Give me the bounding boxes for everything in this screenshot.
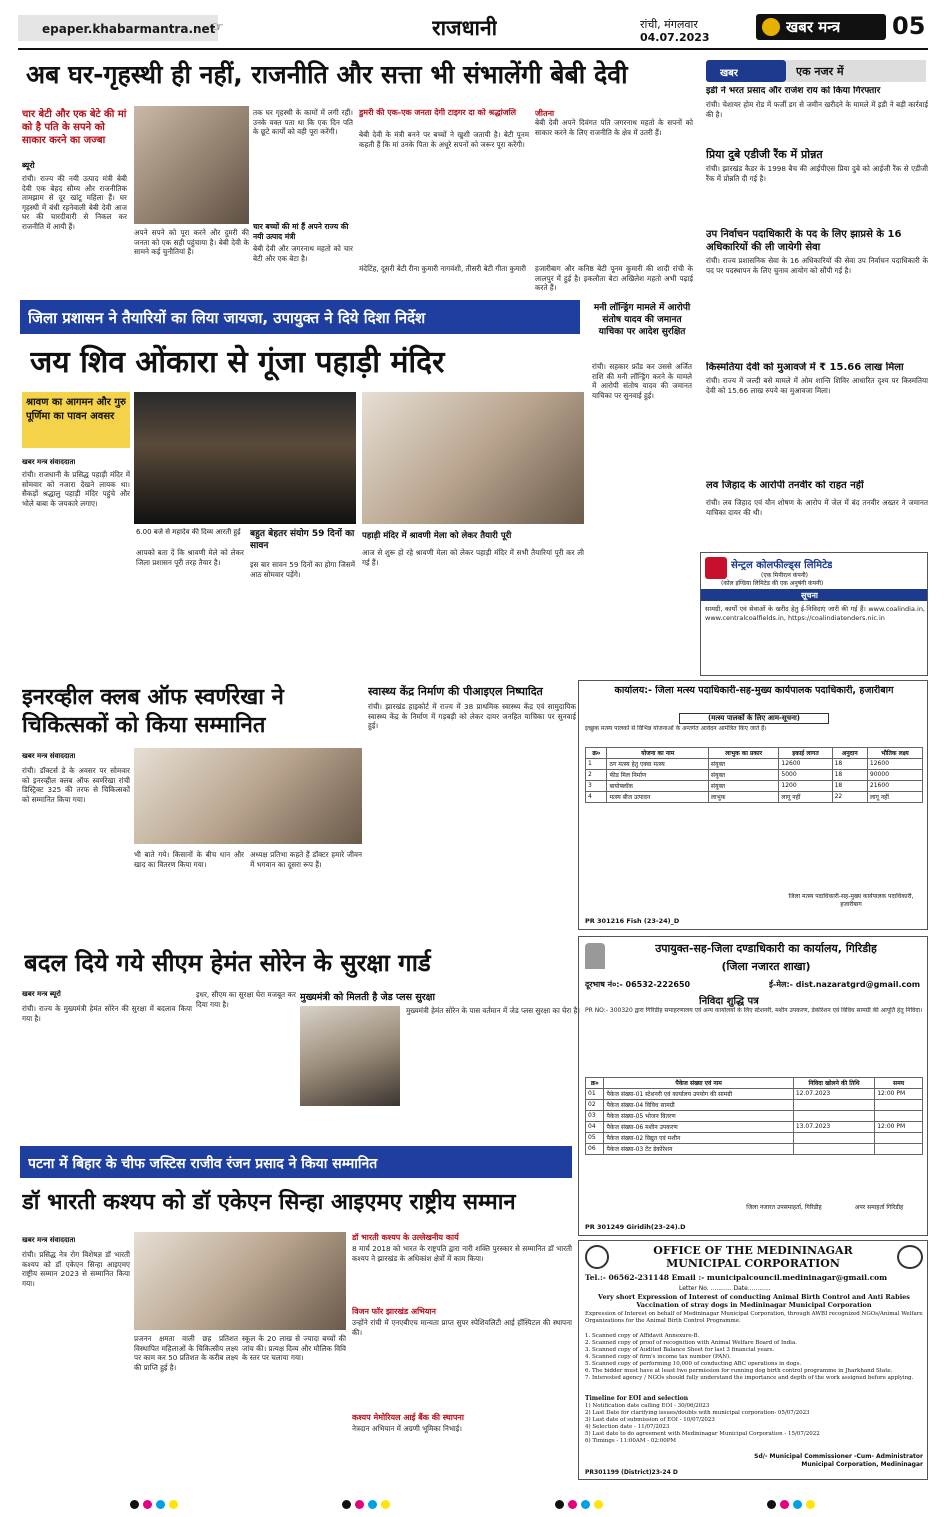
byline-a2: खबर मन्त्र संवाददाता bbox=[22, 458, 76, 466]
fish-table-cell: 90000 bbox=[867, 770, 922, 781]
box-shravan-text: श्रावण का आगमन और गुरु पूर्णिमा का पावन अवसर bbox=[26, 397, 126, 422]
medi-sign2: Municipal Corporation, Medininagar bbox=[801, 1461, 923, 1468]
text-a1-c5: बेबी देवी अपने दिवंगत पति जगरनाथ महतो के सपनों को साकार करने के लिए राजनीति के क्षेत्र में उतरी हैं। bbox=[535, 118, 693, 137]
fish-table-header: इकाई लागत bbox=[779, 748, 832, 759]
fish-table-cell: 21600 bbox=[867, 781, 922, 792]
text-a6-c2: 8 मार्च 2018 को भारत के राष्ट्रपति द्वारा नारी शक्ति पुरस्कार से सम्मानित डॉ भारती कश्यप ने झारखंड के अधिकांश क्षेत्रों में काम किया। bbox=[352, 1244, 572, 1263]
medi-title2: MUNICIPAL CORPORATION bbox=[666, 1257, 840, 1270]
giridih-table-cell: 13.07.2023 bbox=[793, 1122, 874, 1133]
photo-award bbox=[134, 1232, 346, 1330]
giridih-table-cell bbox=[793, 1111, 874, 1122]
brief-text-2: रांची। झारखंड कैडर के 1998 बैच की आईपीएस प्रिया दुबे को आईजी रैंक से एडीजी रैंक में प्रोन्नति दी गई है। bbox=[706, 164, 928, 183]
masthead bbox=[0, 0, 945, 50]
giridih-table-row bbox=[586, 1111, 923, 1122]
fish-table-cell: 3 bbox=[586, 781, 607, 792]
medi-dates bbox=[585, 1403, 923, 1445]
color-registration-strip bbox=[0, 1494, 945, 1514]
giridih-table-cell: पैकेज संख्या-02 विद्युत एवं मशीन bbox=[604, 1133, 793, 1144]
byline-a3: खबर मन्त्र संवाददाता bbox=[22, 752, 76, 760]
fish-table-row bbox=[586, 781, 923, 792]
medi-item: 2. Scanned copy of proof of recognition with Animal Welfare Board of India. bbox=[585, 1340, 797, 1346]
fish-table-cell: लाभुक bbox=[708, 792, 778, 803]
sub-a5: मुख्यमंत्री को मिलती है जेड प्लस सुरक्षा bbox=[300, 992, 435, 1003]
photo-baby-devi bbox=[134, 106, 249, 224]
text-a2-c2: आपको बता दें कि श्रावणी मेले को लेकर जिला प्रशासन पूरी तरह तैयार है। bbox=[136, 548, 244, 567]
giridih-sign1: जिला नजारत उपसमाहर्ता, गिरिडीह bbox=[746, 1204, 822, 1211]
text-a1-c2: अपने सपने को पूरा करने और दुमरी की जनता को एक सही पहुंचाया है। बेबी देवी के सामने कई चुनौतियां हैं। bbox=[134, 228, 249, 257]
giridih-table-cell: 12:00 PM bbox=[875, 1122, 923, 1133]
sidebar-tag-label: खबर bbox=[720, 68, 738, 79]
text-a2-c3: इस बार सावन 59 दिनों का होगा जिसमें आठ सोमवार पड़ेंगे। bbox=[250, 560, 355, 579]
giridih-table-cell bbox=[875, 1144, 923, 1155]
ccl-notice bbox=[700, 552, 928, 676]
municipal-logo-icon bbox=[585, 1245, 609, 1269]
medi-date: 5) Last date to do agreement with Medininagar Municipal Corporation - 15/07/2022 bbox=[585, 1431, 820, 1437]
sidebar-news-briefs bbox=[700, 58, 928, 548]
giridih-table-row bbox=[586, 1089, 923, 1100]
giridih-table-cell: पैकेज संख्या-06 मशीन उपकरण bbox=[604, 1122, 793, 1133]
byline-a6: खबर मन्त्र संवाददाता bbox=[22, 1236, 76, 1244]
photo-temple-gate bbox=[362, 392, 584, 524]
caption-temple: पहाड़ी मंदिर में श्रावणी मेला को लेकर तैयारी पूरी bbox=[362, 531, 512, 541]
fish-table-cell: संयुक्त bbox=[708, 770, 778, 781]
medi-heading: Very short Expression of Interest of conducting Animal Birth Control and Anti Rabies Vaccination of stray dogs in Medininagar Municipal Corporation bbox=[598, 1293, 910, 1309]
giridih-sub: (जिला नजारत शाखा) bbox=[721, 960, 811, 973]
brand-logo-icon bbox=[762, 18, 780, 36]
fish-table-cell: संयुक्त bbox=[708, 759, 778, 770]
medi-date: 6) Timings - 11:00AM - 02:00PM bbox=[585, 1438, 677, 1444]
brief-headline-1: इडी ने भरत प्रसाद और राजेश राय को किया गिरफ्तार bbox=[706, 86, 881, 96]
brief-text-3: रांची। राज्य प्रशासनिक सेवा के 16 अधिकारियों की सेवा उप निर्वाचन पदाधिकारी के पद पर पदस्थापन के लिए चुनाव आयोग को सौंपी गई है। bbox=[706, 256, 928, 275]
text-a5: रांची। राज्य के मुख्यमंत्री हेमंत सोरेन की सुरक्षा में बदलाव किया गया है। bbox=[22, 1004, 192, 1023]
text-a2-c4: आज से शुरू हो रहे श्रावणी मेला को लेकर पहाड़ी मंदिर में सभी तैयारियां पूरी कर ली गई हैं। bbox=[362, 548, 584, 567]
fish-notice-sub: (मत्स्य पालकों के लिए आम-सूचना) bbox=[679, 713, 829, 724]
medi-title: OFFICE OF THE MEDININAGAR bbox=[653, 1244, 853, 1257]
headline-cm-security: बदल दिये गये सीएम हेमंत सोरेन के सुरक्षा गार्ड bbox=[24, 949, 431, 977]
emblem-icon bbox=[585, 943, 605, 969]
brief-headline-3: उप निर्वाचन पदाधिकारी के पद के लिए झाप्रसे के 16 अधिकारियों की ली जायेगी सेवा bbox=[706, 229, 902, 253]
page-number: 05 bbox=[892, 12, 926, 40]
fish-table-row bbox=[586, 792, 923, 803]
text-a6-c4: नेत्रदान अभियान में अग्रणी भूमिका निभाई। bbox=[352, 1424, 462, 1433]
giridih-table-cell: पैकेज संख्या-03 टेंट डेकोरेशन bbox=[604, 1144, 793, 1155]
headline-innerwheel: इनरव्हील क्लब ऑफ स्वर्णरेखा ने चिकित्सकों को किया सम्मानित bbox=[22, 685, 284, 738]
ccl-notice-label: सूचना bbox=[801, 591, 818, 600]
giridih-table-cell bbox=[875, 1111, 923, 1122]
brief-text-5: रांची। लव जिहाद एवं यौन शोषण के आरोप में जेल में बंद तनवीर अख्तर ने जमानत याचिका दायर की थी। bbox=[706, 498, 928, 517]
medi-date: 2) Last Date for clarifying issues/doubts with municipal corporation- 05/07/2023 bbox=[585, 1410, 810, 1416]
text-a6-c3: उन्होंने रांची में एनएबीएच मान्यता प्राप्त सुपर स्पेशियलिटी आई हॉस्पिटल की स्थापना की। bbox=[352, 1318, 572, 1337]
text-a5-c2: इधर, सीएम का सुरक्षा घेरा मजबूत कर दिया गया है। bbox=[196, 990, 296, 1009]
medi-sign: Sd/- Municipal Commissioner -Cum- Administrator bbox=[754, 1453, 923, 1460]
fish-table-cell: 5000 bbox=[779, 770, 832, 781]
fish-table-header: अनुदान bbox=[832, 748, 867, 759]
deck-baby-devi: चार बेटी और एक बेटे की मां को है पति के सपने को साकार करने का जज्बा bbox=[22, 109, 127, 146]
caption-aarti: 6.00 बजे से महादेव की दिव्य आरती हुई bbox=[136, 528, 241, 536]
giridih-table-cell: 04 bbox=[586, 1122, 604, 1133]
headline-bharti-kashyap: डॉ भारती कश्यप को डॉ एकेएन सिन्हा आइएमए राष्ट्रीय सम्मान bbox=[22, 1190, 516, 1215]
text-a1-lead: रांची। राज्य की नयी उत्पाद मंत्री बेबी देवी एक बेहद सौम्य और राजनीतिक तामझाम से दूर खांटू महिला हैं। घर गृहस्थी में बंधी रहनेवाली बेबी देवी आज घर की चारदीवारी से निकल कर राजनीति में आयी हैं। bbox=[22, 174, 127, 231]
text-a5-c3: मुख्यमंत्री हेमंत सोरेन के पास वर्तमान में जेड प्लस सुरक्षा का घेरा है। bbox=[406, 1006, 580, 1015]
giridih-table-header: पैकेज संख्या एवं नाम bbox=[604, 1078, 793, 1089]
giridih-phone[interactable]: दूरभाष नं०:- 06532-222650 bbox=[585, 980, 691, 989]
fish-table-cell: 18 bbox=[832, 781, 867, 792]
headline-pil: स्वास्थ्य केंद्र निर्माण की पीआइएल निष्पादित bbox=[368, 685, 543, 698]
giridih-table-header: समय bbox=[875, 1078, 923, 1089]
ccl-name: सेन्ट्रल कोलफील्ड्स लिमिटेड bbox=[731, 560, 833, 571]
brief-text-4: रांची। राज्य में जल्दी बसे मामले में ओम शान्ति शिविर आधारित दृश्य पर किस्मतिया देवी को 15.66 लाख रुपये का मुआवजा मिला। bbox=[706, 376, 928, 395]
ccl-sub2: (कोल इण्डिया लिमिटेड की एक अनुषंगी कंपनी) bbox=[721, 580, 824, 587]
fish-table-cell: 12600 bbox=[867, 759, 922, 770]
kicker-a6b: विजन फॉर झारखंड अभियान bbox=[352, 1307, 436, 1316]
ccl-notice-text: सामग्री, कार्यों एवं सेवाओं के खरीद हेतु ई-निविदाएं जारी की गई हैं। www.coalindia.in, www.centralcoalfields.in, https://coalindiatenders.nic.in bbox=[705, 605, 925, 622]
giridih-table-cell bbox=[875, 1133, 923, 1144]
medi-timeline: Timeline for EOI and selection bbox=[585, 1395, 689, 1402]
byline-a1: ब्यूरो bbox=[22, 161, 35, 170]
kicker-a6c: कश्यप मेमोरियल आई बैंक की स्थापना bbox=[352, 1413, 464, 1422]
kicker-a6: डॉ भारती कश्यप के उल्लेखनीय कार्य bbox=[352, 1233, 459, 1242]
fish-table-cell: 4 bbox=[586, 792, 607, 803]
fish-table-cell: 2 bbox=[586, 770, 607, 781]
giridih-table-row bbox=[586, 1133, 923, 1144]
text-a6-c6: स्कूल के 20 लाख से ज्यादा बच्चों की जांच की। प्रत्यक्ष दिव्य और मौलिक विवि के स्तर पर चलाया गया। bbox=[242, 1334, 346, 1363]
cursor-icon: ☞ bbox=[212, 20, 224, 35]
fish-notice-ref: PR 301216 Fish (23-24)_D bbox=[585, 917, 680, 925]
fish-table-cell: 22 bbox=[832, 792, 867, 803]
text-a2: रांची। राजधानी के प्रसिद्ध पहाड़ी मंदिर में सोमवार को नजारा देखने लायक था। सैकड़ों श्रद्धालु पहाड़ी मंदिर पहुंचे और भोले बाबा के जयकारे लगाए। bbox=[22, 470, 130, 508]
medi-items bbox=[585, 1333, 923, 1382]
brief-headline-5: लव जिहाद के आरोपी तनवीर को राहत नहीं bbox=[706, 480, 864, 491]
sidebar-tag bbox=[706, 60, 786, 82]
fish-notice-title: कार्यालय:- जिला मत्स्य पदाधिकारी-सह-मुख्य कार्यपालक पदाधिकारी, हजारीबाग bbox=[614, 685, 894, 696]
text-money-laundering: रांची। सहकार फ्रॉड कर उससे अर्जित राशि की मनी लॉन्ड्रिंग करने के मामले में आरोपी संतोष यादव की जमानत याचिका पर सुनवाई हुई। bbox=[592, 362, 692, 400]
giridih-table-cell: 12:00 PM bbox=[875, 1089, 923, 1100]
giridih-table-cell bbox=[793, 1144, 874, 1155]
ccl-logo-icon bbox=[705, 557, 727, 579]
giridih-table-cell: पैकेज संख्या-01 स्टेशनरी एवं कार्यालय उपयोग की सामग्री bbox=[604, 1089, 793, 1100]
medininagar-notice bbox=[578, 1240, 928, 1480]
text-a6: रांची। प्रसिद्ध नेत्र रोग विशेषज्ञ डॉ भारती कश्यप को डॉ एकेएन सिन्हा आइएमए राष्ट्रीय सम्मान 2023 से सम्मानित किया गया। bbox=[22, 1250, 130, 1288]
giridih-table-cell: 06 bbox=[586, 1144, 604, 1155]
giridih-title: उपायुक्त-सह-जिला दण्डाधिकारी का कार्यालय, गिरिडीह bbox=[655, 942, 877, 955]
text-a3-c3: अध्यक्ष प्रतिभा कहते हैं डॉक्टर हमारे जीवन में भगवान का दूसरा रूप हैं। bbox=[250, 850, 362, 869]
headline-money-laundering: मनी लॉन्ड्रिंग मामले में आरोपी संतोष यादव की जमानत याचिका पर आदेश सुरक्षित bbox=[593, 303, 691, 337]
fish-table-cell: फीड मिल निर्माण bbox=[607, 770, 708, 781]
fish-table bbox=[585, 747, 923, 803]
giridih-table-cell bbox=[875, 1100, 923, 1111]
fish-table-cell: ठग मत्स्य हेतु एक्वा मत्स्य bbox=[607, 759, 708, 770]
fish-notice bbox=[578, 680, 928, 930]
giridih-table-cell: 05 bbox=[586, 1133, 604, 1144]
giridih-email[interactable]: ई-मेल:- dist.nazaratgrd@gmail.com bbox=[769, 980, 921, 989]
brief-headline-4: किस्मतिया देवी को मुआवजे में ₹ 15.66 लाख मिला bbox=[706, 362, 904, 373]
byline-a5: खबर मन्त्र ब्यूरो bbox=[22, 990, 61, 998]
medi-date: 1) Notification date calling EOI - 30/06/2023 bbox=[585, 1403, 710, 1409]
brief-text-1: रांची। चेशायर होम रोड में फर्जी डग से जमीन खरीदने के मामले में इडी ने बड़ी कार्रवाई की है। bbox=[706, 100, 928, 119]
text-a1-c5b: हजारीबाग और कनिष्ठ बेटी पूनम कुमारी की शादी रांची के लालपुर में हुई है। इकलौता बेटा अखिलेश महतो अभी पढ़ाई करते हैं। bbox=[535, 264, 693, 293]
giridih-table-cell: पैकेज संख्या-05 भोजन वितरण bbox=[604, 1111, 793, 1122]
fish-table-header: लाभुक का प्रकार bbox=[708, 748, 778, 759]
headline-pahari-mandir: जय शिव ओंकारा से गूंजा पहाड़ी मंदिर bbox=[30, 345, 445, 380]
text-pil: रांची। झारखंड हाइकोर्ट में राज्य में 38 प्राथमिक स्वास्थ्य केंद्र एवं सामुदायिक स्वास्थ्य केंद्र के निर्माण में गड़बड़ी को लेकर दायर जनहित याचिका पर सुनवाई हुई। bbox=[368, 702, 576, 731]
fish-table-cell: मत्स्य बीज उत्पादन bbox=[607, 792, 708, 803]
fish-table-cell: 1 bbox=[586, 759, 607, 770]
giridih-table-header: क्र० bbox=[586, 1078, 604, 1089]
giridih-table-cell: पैकेज संख्या-04 विविध सामग्री bbox=[604, 1100, 793, 1111]
headline-baby-devi: अब घर-गृहस्थी ही नहीं, राजनीति और सत्ता भी संभालेंगी बेबी देवी bbox=[26, 60, 628, 89]
giridih-table-header: निविदा खोलने की तिथि bbox=[793, 1078, 874, 1089]
giridih-notice bbox=[578, 936, 928, 1236]
fish-table-cell: 18 bbox=[832, 759, 867, 770]
banner-district-admin-text: जिला प्रशासन ने तैयारियों का लिया जायजा, उपायुक्त ने दिये दिशा निर्देश bbox=[28, 309, 426, 327]
site-url[interactable]: epaper.khabarmantra.net bbox=[42, 22, 216, 36]
medi-date: 4) Selection date - 11/07/2023 bbox=[585, 1424, 670, 1430]
sub-a1: चार बच्चों की मां हैं अपने राज्य की नयी उत्पाद मंत्री bbox=[253, 222, 349, 241]
medi-item: 3. Scanned copy of Audited Balance Sheet for last 3 financial years. bbox=[585, 1347, 775, 1353]
photo-aarti bbox=[134, 392, 356, 524]
giridih-table-row bbox=[586, 1122, 923, 1133]
sidebar-tag2-label: एक नजर में bbox=[796, 65, 844, 78]
giridih-table-cell bbox=[793, 1100, 874, 1111]
municipal-seal-icon bbox=[897, 1245, 923, 1269]
fish-table-cell: 1200 bbox=[779, 781, 832, 792]
kicker-a1b: जीतना bbox=[535, 109, 555, 118]
giridih-notice-title: निविदा शुद्धि पत्र bbox=[699, 996, 759, 1007]
section-name: राजधानी bbox=[432, 16, 498, 40]
fish-table-cell: बायोफ्लॉक bbox=[607, 781, 708, 792]
giridih-table-cell: 02 bbox=[586, 1100, 604, 1111]
medi-phone[interactable]: Tel.:- 06562-231148 Email :- municipalcouncil.medininagar@gmail.com bbox=[585, 1273, 888, 1282]
medi-item: 6. The bidder must have at least two permission for running dog birth control programme in Jharkhand State. bbox=[585, 1368, 893, 1374]
fish-table-cell: 12600 bbox=[779, 759, 832, 770]
fish-table-row bbox=[586, 759, 923, 770]
giridih-table-row bbox=[586, 1144, 923, 1155]
medi-item: 4. Scanned copy of firm's income tax number (PAN). bbox=[585, 1354, 731, 1360]
text-a1-c4: बेबी देवी के मंत्री बनने पर बच्चों ने खुशी जतायी है। बेटी पूनम कहती हैं कि मां उनके पिता के अधूरे सपनों को जरूर पूरा करेंगी। bbox=[359, 130, 529, 149]
fish-table-header: योजना का नाम bbox=[607, 748, 708, 759]
fish-table-header: क्र० bbox=[586, 748, 607, 759]
giridih-table-cell bbox=[793, 1133, 874, 1144]
giridih-table bbox=[585, 1077, 923, 1155]
medi-letter: Letter No. ........... Date............ bbox=[679, 1285, 771, 1292]
medi-item: 1. Scanned copy of Affidavit Annexure-B. bbox=[585, 1333, 700, 1339]
medi-date: 3) Last date of submission of EOI - 10/07/2023 bbox=[585, 1417, 715, 1423]
sub-a2: बहुत बेहतर संयोग 59 दिनों का सावन bbox=[250, 529, 355, 551]
text-a1-c4b: मंदेटिंह, दूसरी बेटी रीना कुमारी नागवंशी, तीसरी बेटी गीता कुमारी bbox=[359, 264, 526, 273]
medi-item: 7. Interested agency / NGOs should fully understand the importance and depth of the work assigned before applying. bbox=[585, 1375, 914, 1381]
header-date: 04.07.2023 bbox=[640, 31, 710, 44]
ccl-sub: (एक मिनीरत्न कंपनी) bbox=[761, 572, 808, 579]
text-a3-c2: भी बाते गये। किसानों के बीच धान और खाद का वितरण किया गया। bbox=[134, 850, 244, 869]
fish-table-cell: संयुक्त bbox=[708, 781, 778, 792]
giridih-ref: PR 301249 Giridih(23-24).D bbox=[585, 1223, 686, 1231]
kicker-a1: डुमरी की एक-एक जनता देगी टाइगर दा को श्रद्धांजलि bbox=[359, 108, 517, 117]
giridih-sign2: अपर समाहर्ता गिरिडीह bbox=[854, 1204, 904, 1211]
giridih-table-cell: 03 bbox=[586, 1111, 604, 1122]
giridih-notice-text: PR NO:- 300320 द्वारा गिरिडीह समाहरणालय एवं अन्य कार्यालयों के लिए स्टेशनरी, मशीन उपकरण, डेकोरेशन एवं विविध सामग्री की आपूर्ति हेतु निविदा। bbox=[585, 1007, 923, 1014]
medi-text: Expression of Interest on behalf of Medininagar Municipal Corporation, through AWBI recognized NGOs/Animal Welfare Organizations for the Animal Birth Control Programme. bbox=[585, 1311, 923, 1324]
text-a1-c3b: बेबी देवी और जगरनाथ महतो को चार बेटी और एक बेटा है। bbox=[253, 244, 353, 263]
fish-table-cell: लागू नहीं bbox=[867, 792, 922, 803]
fish-table-row bbox=[586, 770, 923, 781]
photo-security bbox=[300, 1006, 400, 1106]
text-a3: रांची। डॉक्टर्स डे के अवसर पर सोमवार को इनरव्हील क्लब ऑफ स्वर्णरेखा रांची डिस्ट्रिक्ट 325 की तरफ से चिकित्सकों को सम्मानित किया गया। bbox=[22, 766, 130, 804]
giridih-table-row bbox=[586, 1100, 923, 1111]
brand-name: खबर मन्त्र bbox=[786, 18, 841, 36]
giridih-table-cell: 12.07.2023 bbox=[793, 1089, 874, 1100]
fish-table-cell: लागू नहीं bbox=[779, 792, 832, 803]
medi-ref: PR301199 (District)23-24 D bbox=[585, 1469, 678, 1476]
medi-item: 5. Scanned copy of performing 10,000 of conducting ABC operations in dogs. bbox=[585, 1361, 802, 1367]
fish-notice-text: इच्छुक मत्स्य पालकों से विभिन्न योजनाओं के अन्तर्गत आवेदन आमंत्रित किए जाते हैं। bbox=[585, 725, 767, 732]
fish-notice-sign: जिला मत्स्य पदाधिकारी-सह-मुख्य कार्यपालक पदाधिकारी, हजारीबाग bbox=[788, 893, 914, 908]
photo-innerwheel bbox=[134, 748, 362, 844]
text-a1-c3a: तक घर गृहस्थी के कामों में लगी रहीं। उनके वक्त पता था कि एक दिन पति के छूटे कार्यों को वही पूरा करेंगी। bbox=[253, 108, 353, 137]
text-a6-c5: प्रजनन क्षमता वाली छह प्रतिशत विस्थापित महिलाओं के चिकित्सीय लक्ष्य पर काम कर 50 प्रतिशत के करीब लक्ष्य की प्राप्ति हुई है। bbox=[134, 1334, 238, 1372]
header-city-day: रांची, मंगलवार bbox=[640, 18, 698, 31]
banner-patna-text: पटना में बिहार के चीफ जस्टिस राजीव रंजन प्रसाद ने किया सम्मानित bbox=[28, 1156, 378, 1172]
fish-table-header: भौतिक लक्ष्य bbox=[867, 748, 922, 759]
fish-table-cell: 18 bbox=[832, 770, 867, 781]
brief-headline-2: प्रिया दुबे एडीजी रैंक में प्रोन्नत bbox=[706, 148, 823, 161]
giridih-table-cell: 01 bbox=[586, 1089, 604, 1100]
